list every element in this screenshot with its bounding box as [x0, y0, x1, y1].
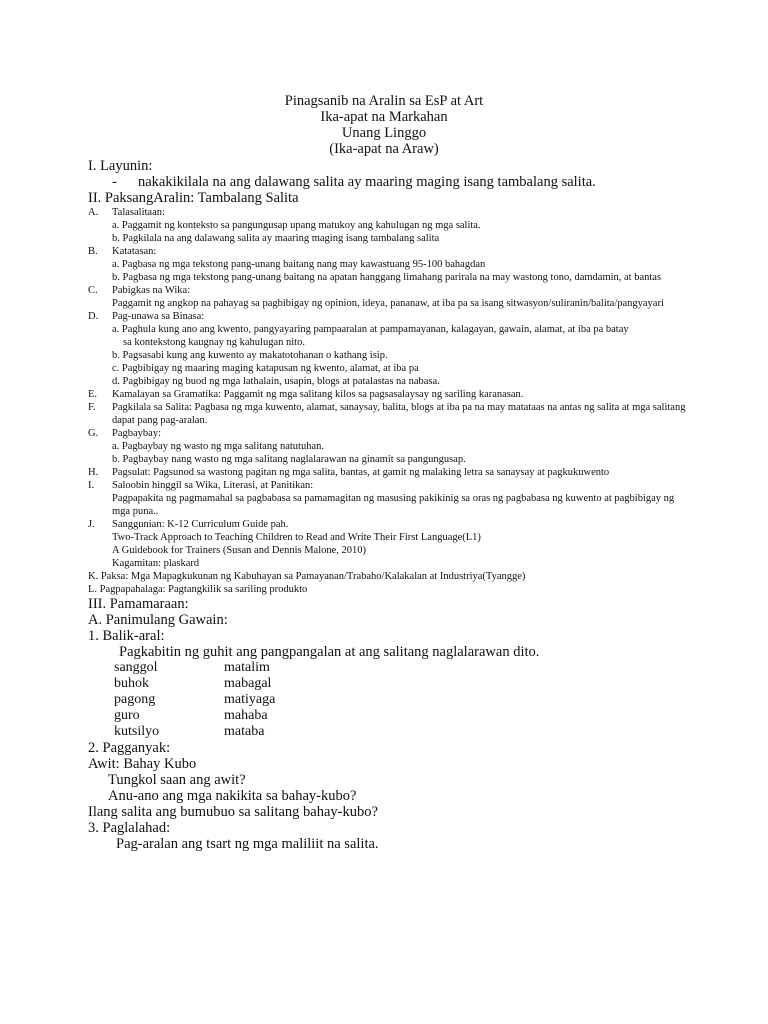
section-title: Sanggunian: K-12 Curriculum Guide pah. [112, 519, 289, 530]
section-k: K. Paksa: Mga Mapagkukunan ng Kabuhayan sa Pamayanan/Trabaho/Kalakalan at Industriya(Tyangge) [88, 571, 526, 582]
section-e [88, 388, 688, 401]
dash-bullet: - [112, 174, 117, 190]
section-b [88, 245, 688, 284]
noun-word: kutsilyo [114, 724, 160, 739]
panimulang-gawain-heading: A. Panimulang Gawain: [88, 612, 228, 628]
layunin-heading: I. Layunin: [88, 158, 153, 174]
list-item: b. Pagbasa ng mga tekstong pang-unang baitang na apatan hanggang limahang parirala na may wastong tono, damdamin, at bantas [112, 272, 662, 283]
section-title: Talasalitaan: [112, 207, 165, 218]
pamamaraan-heading: III. Pamamaraan: [88, 596, 189, 612]
section-text: Kamalayan sa Gramatika: Paggamit ng mga salitang kilos sa pagsasalaysay ng sariling karanasan. [112, 389, 524, 400]
reference-line: A Guidebook for Trainers (Susan and Dennis Malone, 2010) [112, 545, 367, 556]
adjective-word: mahaba [224, 708, 268, 723]
header-week: Unang Linggo [341, 125, 427, 141]
noun-word: buhok [114, 676, 149, 691]
noun-word: pagong [114, 692, 156, 707]
reference-line: Two-Track Approach to Teaching Children to Read and Write Their First Language(L1) [112, 532, 481, 543]
adjective-word: matiyaga [224, 692, 276, 707]
section-label: A. [88, 207, 99, 218]
section-i [88, 479, 688, 518]
header-title: Pinagsanib na Aralin sa EsP at Art [284, 93, 484, 109]
section-j [88, 518, 688, 570]
awit-line: Awit: Bahay Kubo [88, 756, 197, 772]
section-title: Pagbaybay: [112, 428, 161, 439]
header-quarter: Ika-apat na Markahan [320, 109, 448, 125]
layunin-item [88, 174, 688, 190]
section-d [88, 310, 688, 388]
section-title: Saloobin hinggil sa Wika, Literasi, at Panitikan: [112, 480, 314, 491]
section-label: I. [88, 480, 95, 491]
matching-pairs [88, 660, 688, 740]
list-item: a. Pagbasa ng mga tekstong pang-unang baitang nang may kawastuang 95-100 bahagdan [112, 259, 486, 270]
list-item: d. Pagbibigay ng buod ng mga lathalain, usapin, blogs at patalastas na nabasa. [112, 376, 440, 387]
document-header [0, 93, 768, 157]
matching-pair [114, 660, 688, 676]
paglalahad-text: Pag-aralan ang tsart ng mga maliliit na salita. [116, 836, 379, 852]
list-item-continued: sa kontekstong kaugnay ng kahulugan nito. [123, 337, 305, 348]
balik-aral-item: 1. Balik-aral: [88, 628, 165, 644]
section-text: Paggamit ng angkop na pahayag sa pagbibigay ng opinion, ideya, pananaw, at iba pa sa isang sitwasyon/suliranin/balita/pangyayari [112, 298, 664, 309]
section-label: G. [88, 428, 99, 439]
section-g [88, 427, 688, 466]
section-label: C. [88, 285, 98, 296]
list-item: a. Paghula kung ano ang kwento, pangyayaring pampaaralan at pampamayanan, kalagayan, gawain, alamat, at iba pa batay [112, 324, 629, 335]
question-2: Anu-ano ang mga nakikita sa bahay-kubo? [108, 788, 357, 804]
section-label: E. [88, 389, 98, 400]
pagganyak-item: 2. Pagganyak: [88, 740, 171, 756]
document-body [88, 158, 688, 852]
matching-pair [114, 724, 688, 740]
section-text: Pagsulat: Pagsunod sa wastong pagitan ng mga salita, bantas, at gamit ng malaking letra sa sanaysay at pagkukuwento [112, 467, 610, 478]
paksa-heading: II. PaksangAralin: Tambalang Salita [88, 190, 299, 206]
question-1: Tungkol saan ang awit? [108, 772, 246, 788]
materials-line: Kagamitan: plaskard [112, 558, 200, 569]
matching-pair [114, 708, 688, 724]
list-item: a. Paggamit ng konteksto sa pangungusap upang matukoy ang kahulugan ng mga salita. [112, 220, 481, 231]
list-item: b. Pagbaybay nang wasto ng mga salitang naglalarawan na ginamit sa pangungusap. [112, 454, 466, 465]
section-label: D. [88, 311, 99, 322]
section-text: Pagpapakita ng pagmamahal sa pagbabasa sa pamamagitan ng masusing pakikinig sa oras ng pagbabasa ng kuwento at pagbibigay ng mga puna.. [112, 493, 675, 517]
section-label: F. [88, 402, 96, 413]
noun-word: sanggol [114, 660, 158, 675]
list-item: c. Pagbibigay ng maaring maging katapusan ng kwento, alamat, at iba pa [112, 363, 419, 374]
question-3: Ilang salita ang bumubuo sa salitang bahay-kubo? [88, 804, 378, 820]
list-item: b. Pagkilala na ang dalawang salita ay maaring maging isang tambalang salita [112, 233, 440, 244]
list-item: a. Pagbaybay ng wasto ng mga salitang natutuhan. [112, 441, 324, 452]
section-l: L. Pagpapahalaga: Pagtangkilik sa sariling produkto [88, 584, 308, 595]
section-title: Pabigkas na Wika: [112, 285, 191, 296]
section-f [88, 401, 688, 427]
adjective-word: matalim [224, 660, 270, 675]
section-a [88, 206, 688, 245]
matching-pair [114, 692, 688, 708]
section-h [88, 466, 688, 479]
section-label: B. [88, 246, 98, 257]
section-c [88, 284, 688, 310]
section-label: H. [88, 467, 99, 478]
layunin-text: nakakikilala na ang dalawang salita ay maaring maging isang tambalang salita. [138, 174, 596, 190]
header-day: (Ika-apat na Araw) [329, 141, 439, 157]
section-title: Katatasan: [112, 246, 157, 257]
adjective-word: mataba [224, 724, 265, 739]
list-item: b. Pagsasabi kung ang kuwento ay makatotohanan o kathang isip. [112, 350, 388, 361]
noun-word: guro [114, 708, 140, 723]
section-label: J. [88, 519, 95, 530]
paglalahad-item: 3. Paglalahad: [88, 820, 171, 836]
matching-pair [114, 676, 688, 692]
balik-aral-instruction: Pagkabitin ng guhit ang pangpangalan at ang salitang naglalarawan dito. [119, 644, 540, 660]
adjective-word: mabagal [224, 676, 272, 691]
section-text: Pagkilala sa Salita: Pagbasa ng mga kuwento, alamat, sanaysay, balita, blogs at iba pa na may matataas na antas ng salita at mga salitang dapat pang pag-aralan. [112, 402, 686, 426]
section-title: Pag-unawa sa Binasa: [112, 311, 205, 322]
